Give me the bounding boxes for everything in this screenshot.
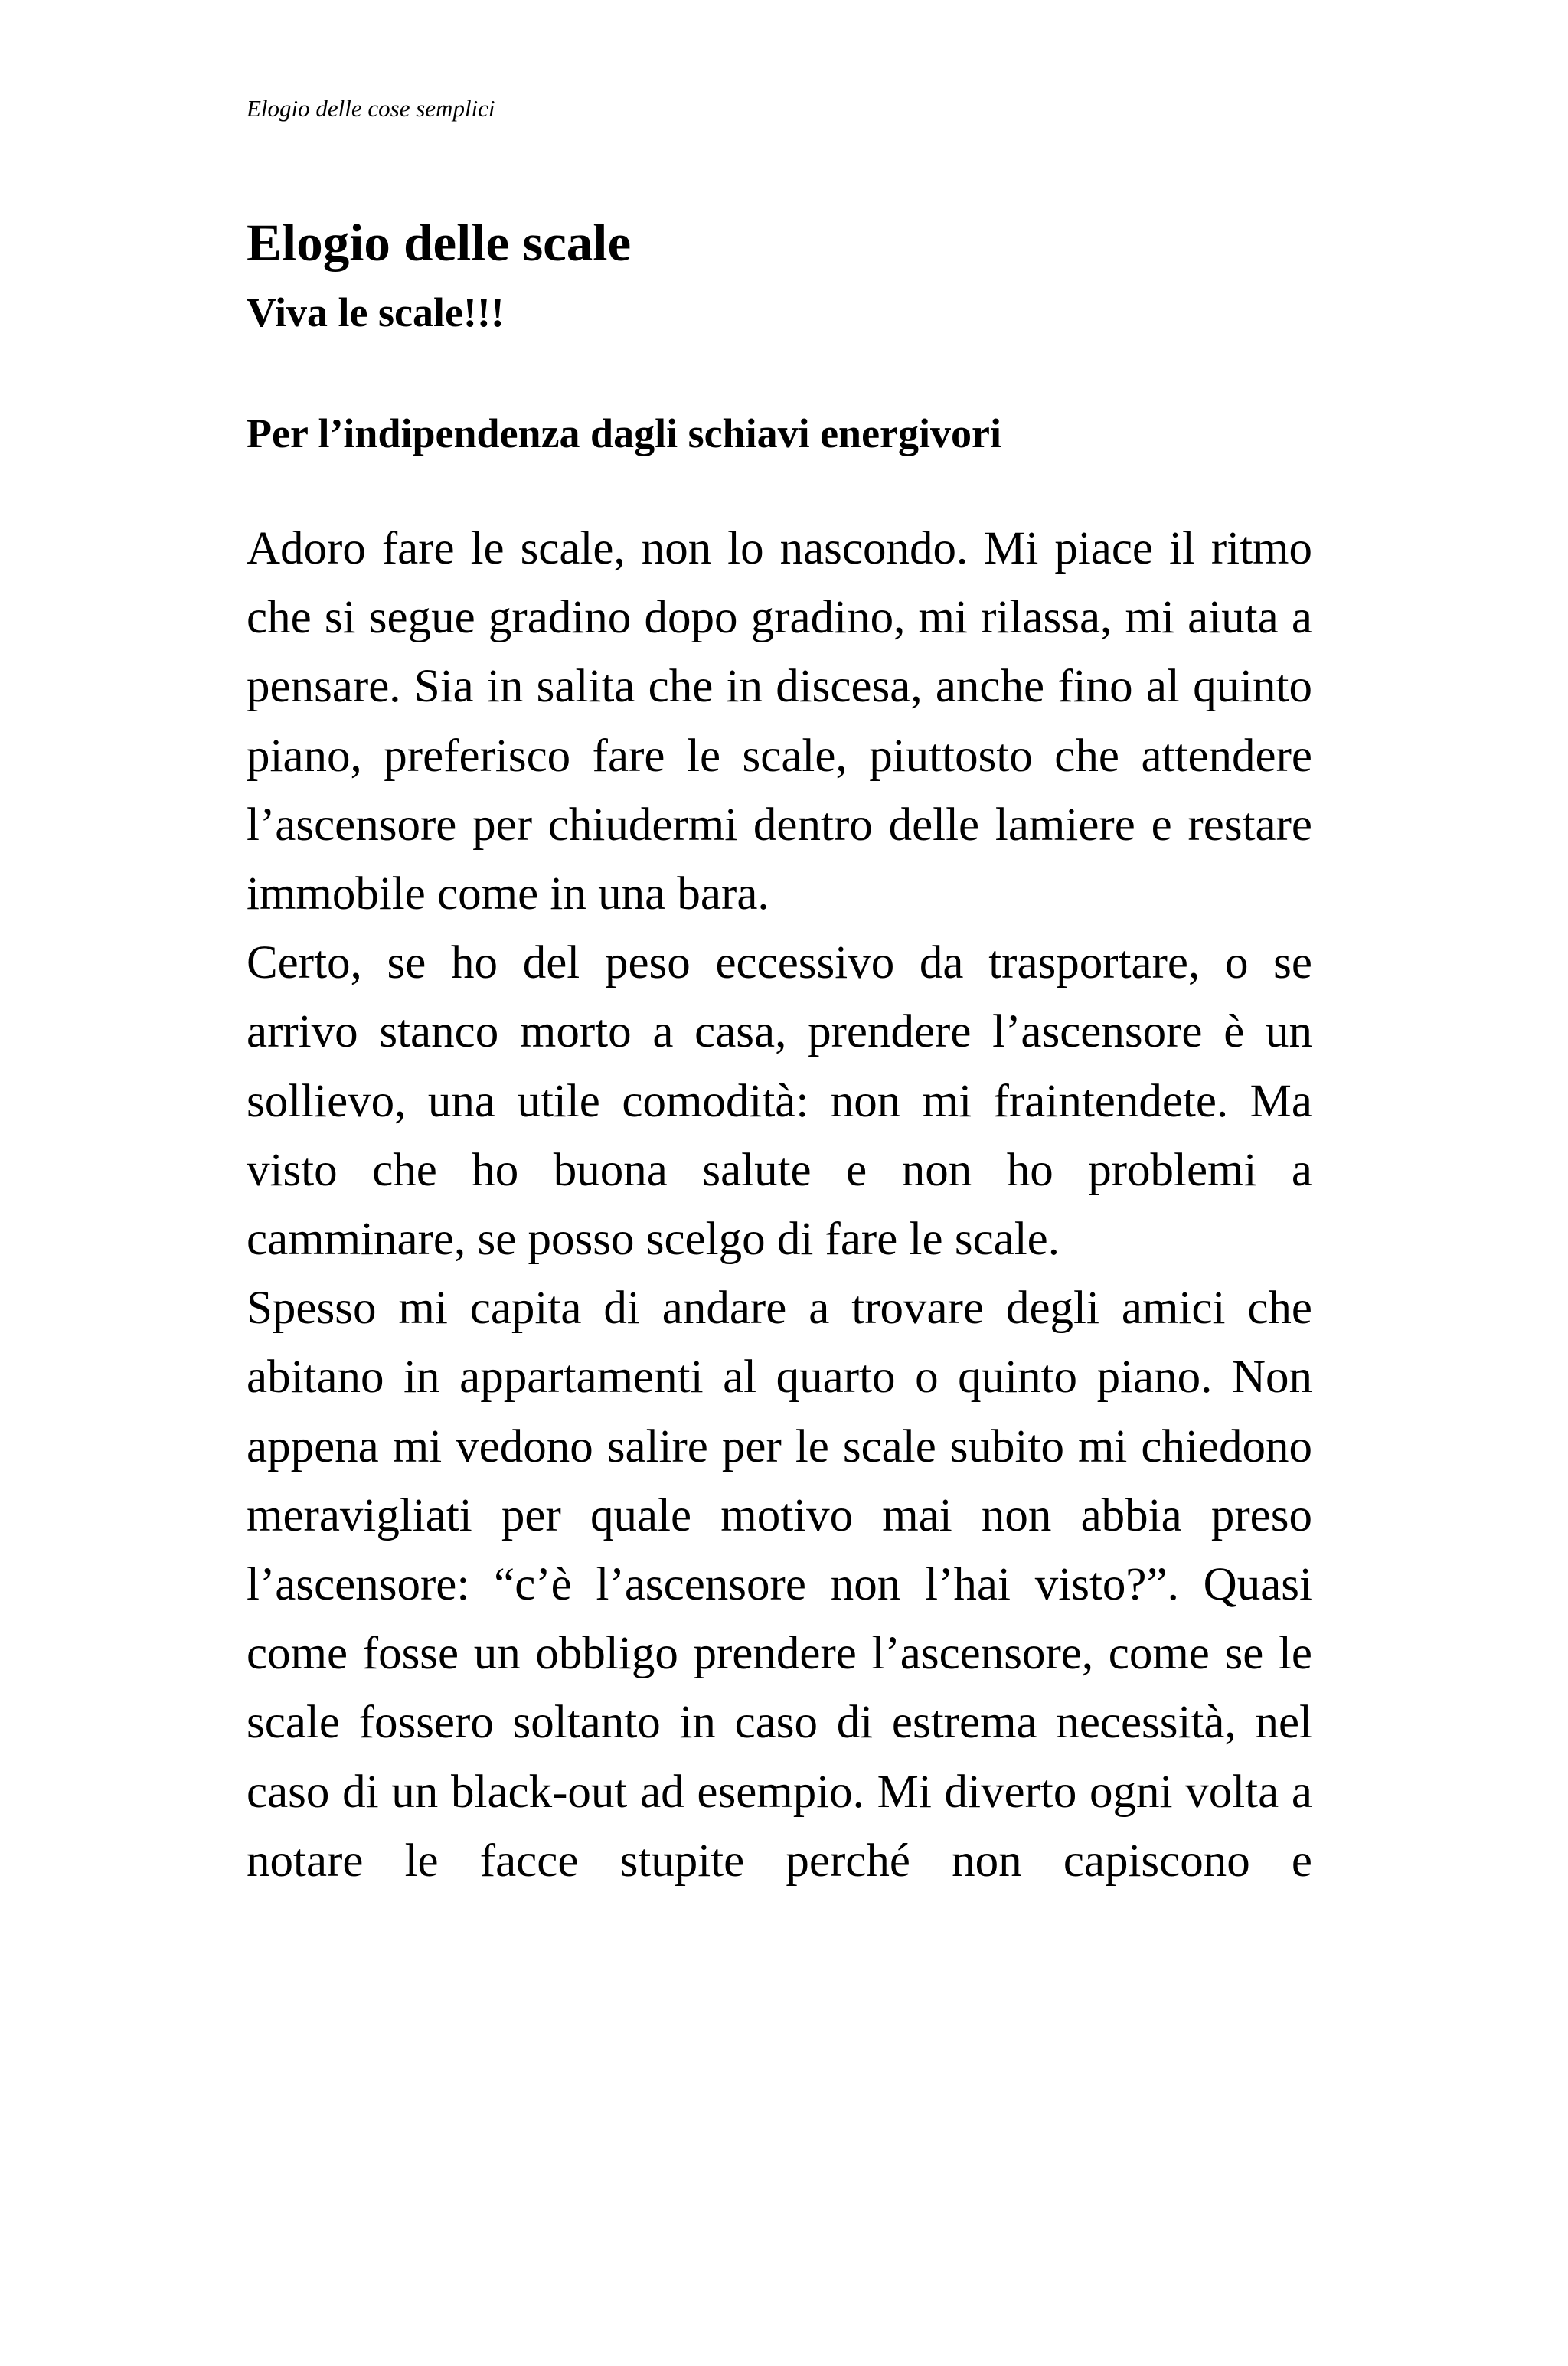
paragraph-3: Spesso mi capita di andare a trovare degli amici che abitano in appartamenti al quarto o quinto piano. Non appena mi vedono salire per le scale subito mi chiedono meravigliati per quale motivo mai non abbia preso l’ascensore: “c’è l’ascensore non l’hai visto?”. Quasi come fosse un obbligo prendere l’ascensore, come se le scale fossero soltanto in caso di estrema necessità, nel caso di un black-out ad esempio. Mi diverto ogni volta a notare le facce stupite perché non capiscono e	[247, 1283, 1312, 1887]
paragraph-1: Adoro fare le scale, non lo nascondo. Mi piace il ritmo che si segue gradino dopo gradino, mi rilassa, mi aiuta a pensare. Sia in salita che in discesa, anche fino al quinto piano, preferisco fare le scale, piuttosto che attendere l’ascensore per chiudermi dentro delle lamiere e restare immobile come in una bara.	[247, 523, 1312, 920]
paragraph-2: Certo, se ho del peso eccessivo da trasportare, o se arrivo stanco morto a casa, prendere l’ascensore è un sollievo, una utile comodità: non mi fraintendete. Ma visto che ho buona salute e non ho problemi a camminare, se posso scelgo di fare le scale.	[247, 937, 1312, 1266]
chapter-subtitle: Viva le scale!!!	[247, 289, 505, 335]
running-header: Elogio delle cose semplici	[247, 95, 495, 122]
body-text	[247, 515, 1312, 1896]
chapter-title: Elogio delle scale	[247, 214, 632, 272]
section-heading: Per l’indipendenza dagli schiavi energivori	[247, 410, 1002, 456]
